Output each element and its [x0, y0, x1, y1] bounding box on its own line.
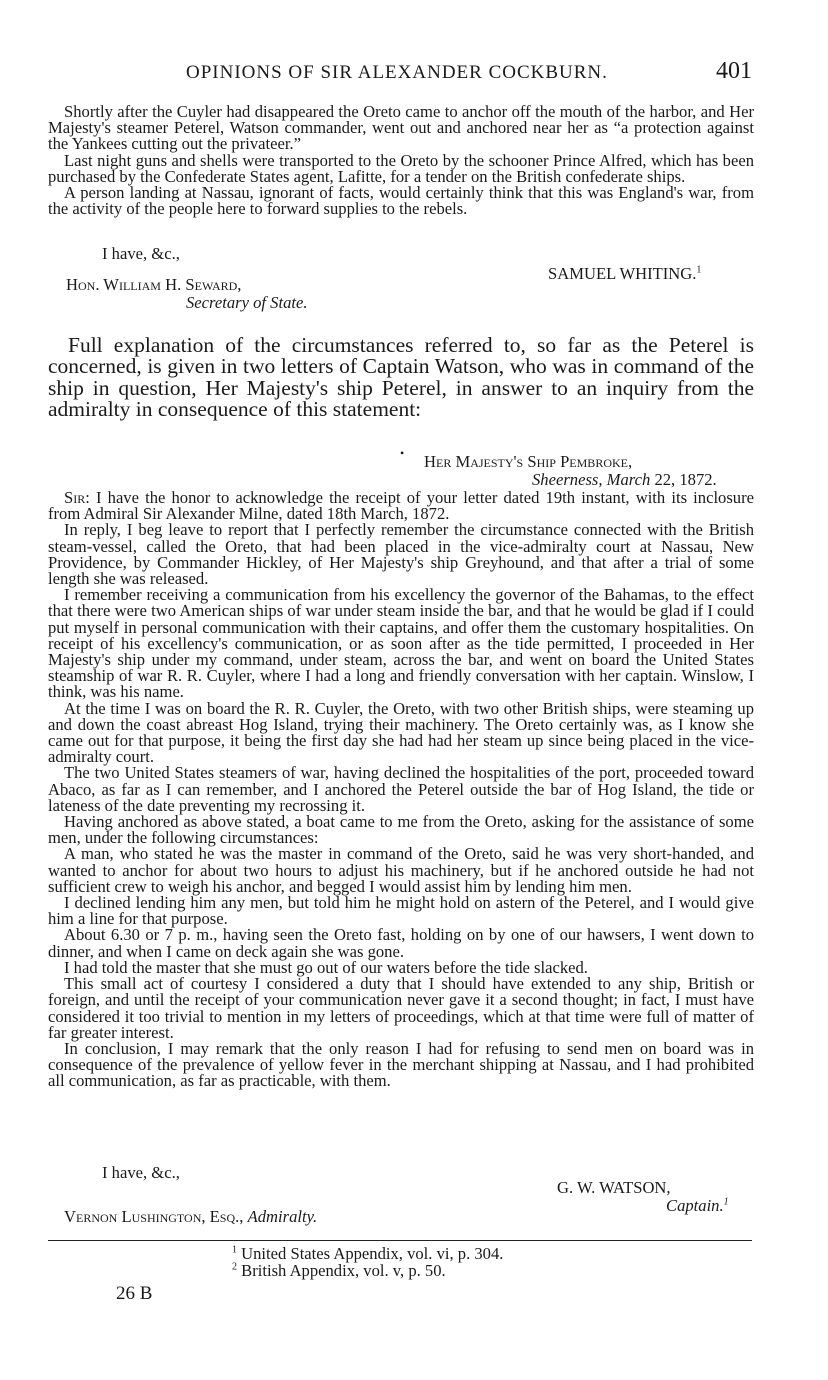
- letter-paragraph: I remember receiving a communication from his excellency the governor of the Bahamas, to the effect that there were two American ships of war under steam inside the bar, and that he would be glad if I could put myself in personal communication with their captains, and offer them the customary hospitalities. On receipt of his excellency's communication, or as soon after as the tide permitted, I proceeded in Her Majesty's ship under my command, under steam, across the bar, and went on board the United States steamship of war R. R. Cuyler, where I had a long and friendly conversation with her captain. Winslow, I think, was his name.: [48, 585, 754, 702]
- letter-paragraph: About 6.30 or 7 p. m., having seen the Oreto fast, holding on by one of our hawsers, I went down to dinner, and when I came on deck again she was gone.: [48, 925, 754, 961]
- main-text: [48, 335, 754, 420]
- letter-paragraph: The two United States steamers of war, having declined the hospitalities of the port, proceeded toward Abaco, as far as I can remember, and I anchored the Peterel outside the bar of Hog Island, the tide or lateness of the date preventing my recrossing it.: [48, 763, 754, 815]
- stray-mark: •: [400, 446, 405, 460]
- letter-signature: G. W. WATSON,: [557, 1178, 671, 1197]
- letter-addressee-name: Vernon Lushington, Esq.,: [64, 1207, 244, 1226]
- letter-signature-title: [666, 1196, 729, 1216]
- intro-closing: I have, &c.,: [102, 244, 180, 263]
- footnote-text: British Appendix, vol. v, p. 50.: [241, 1260, 446, 1280]
- footnote-mark: 2: [232, 1260, 237, 1272]
- intro-paragraph: Shortly after the Cuyler had disappeared the Oreto came to anchor off the mouth of the harbor, and Her Majesty's steamer Peterel, Watson commander, went out and anchored near her as “a protection against the Yankees cutting out the privateer.”: [48, 102, 754, 154]
- intro-signature-name: SAMUEL WHITING.: [548, 264, 697, 283]
- intro-signature: [548, 264, 701, 284]
- letter-body: [48, 490, 754, 1090]
- signature-title-text: Captain.: [666, 1196, 724, 1215]
- letter-paragraph: Having anchored as above stated, a boat came to me from the Oreto, asking for the assistance of some men, under the following circumstances:: [48, 812, 754, 848]
- footnote-ref: 1: [723, 1196, 729, 1208]
- letter-paragraph: I had told the master that she must go out of our waters before the tide slacked.: [64, 957, 588, 977]
- letter-paragraph: A man, who stated he was the master in command of the Oreto, said he was very short-handed, and wanted to anchor for about two hours to adjust his machinery, but if he anchored outside he had not sufficient crew to weigh his anchor, and begged I would assist him by lending him men.: [48, 844, 754, 896]
- main-paragraph: Full explanation of the circumstances referred to, so far as the Peterel is concerned, is given in two letters of Captain Watson, who was in command of the ship in question, Her Majesty's ship Peterel, in answer to an inquiry from the admiralty in consequence of this statement:: [48, 333, 754, 421]
- footnote-text: United States Appendix, vol. vi, p. 304.: [241, 1244, 504, 1263]
- footnote-ref: 1: [696, 264, 702, 276]
- footnote-mark: 1: [232, 1244, 237, 1256]
- letter-addressee: [64, 1207, 317, 1227]
- letter-closing: I have, &c.,: [102, 1163, 180, 1182]
- running-head: OPINIONS OF SIR ALEXANDER COCKBURN.: [186, 62, 608, 83]
- letter-paragraph: This small act of courtesy I considered a duty that I should have extended to any ship, British or foreign, and until the receipt of your communication never gave it a second thought; in fact, I must have considered it too trivial to mention in my letters of proceedings, which at that time were full of matter of far greater interest.: [48, 974, 754, 1042]
- letter-paragraph-text: I have the honor to acknowledge the receipt of your letter dated 19th instant, with its inclosure from Admiral Sir Alexander Milne, dated 18th March, 1872.: [48, 488, 754, 524]
- intro-addressee-name: Hon. William H. Seward,: [66, 275, 242, 294]
- intro-paragraph: Last night guns and shells were transported to the Oreto by the schooner Prince Alfred, which has been purchased by the Confederate States agent, Lafitte, for a tender on the British confederate ships.: [48, 150, 754, 186]
- printer-signature-mark: 26 B: [116, 1283, 153, 1304]
- letter-paragraph: At the time I was on board the R. R. Cuyler, the Oreto, with two other British ships, were steaming up and down the coast abreast Hog Island, trying their machinery. The Oreto certainly was, as I know she came out for that purpose, it being the first day she had had her steam up since being placed in the vice-admiralty court.: [48, 698, 754, 767]
- letter-addressee-dept: Admiralty.: [247, 1207, 318, 1226]
- letter-date-rest: 22, 1872.: [654, 470, 717, 489]
- letter-paragraph: In conclusion, I may remark that the only reason I had for refusing to send men on board was in consequence of the prevalence of yellow fever in the merchant shipping at Nassau, and I had prohibited all communication, as far as practicable, with them.: [48, 1038, 754, 1091]
- page-header: [48, 58, 756, 88]
- footnotes: [232, 1246, 503, 1279]
- intro-letter-body: [48, 104, 754, 217]
- page-number: 401: [716, 58, 752, 84]
- footnote: [232, 1260, 503, 1280]
- letter-place: Sheerness,: [532, 470, 603, 489]
- letter-paragraph: I declined lending him any men, but told him he might hold on astern of the Peterel, and I would give him a line for that purpose.: [48, 893, 754, 929]
- letter-place-date: [532, 470, 717, 490]
- letter-date-month: March: [606, 470, 651, 489]
- letter-paragraph: [48, 490, 754, 522]
- letter-paragraph: In reply, I beg leave to report that I perfectly remember the circumstance connected with the British steam-vessel, called the Oreto, that had been placed in the vice-admiralty court at Nassau, New Providence, by Commander Hickley, of Her Majesty's ship Greyhound, and that after a trial of some length she was released.: [48, 520, 754, 589]
- intro-addressee-title: Secretary of State.: [186, 293, 308, 312]
- footnote-divider: [48, 1240, 752, 1241]
- intro-paragraph: A person landing at Nassau, ignorant of facts, would certainly think that this was England's war, from the activity of the people here to forward supplies to the rebels.: [48, 183, 754, 219]
- letter-sender-ship: Her Majesty's Ship Pembroke,: [424, 452, 633, 471]
- salutation: Sir:: [64, 488, 90, 507]
